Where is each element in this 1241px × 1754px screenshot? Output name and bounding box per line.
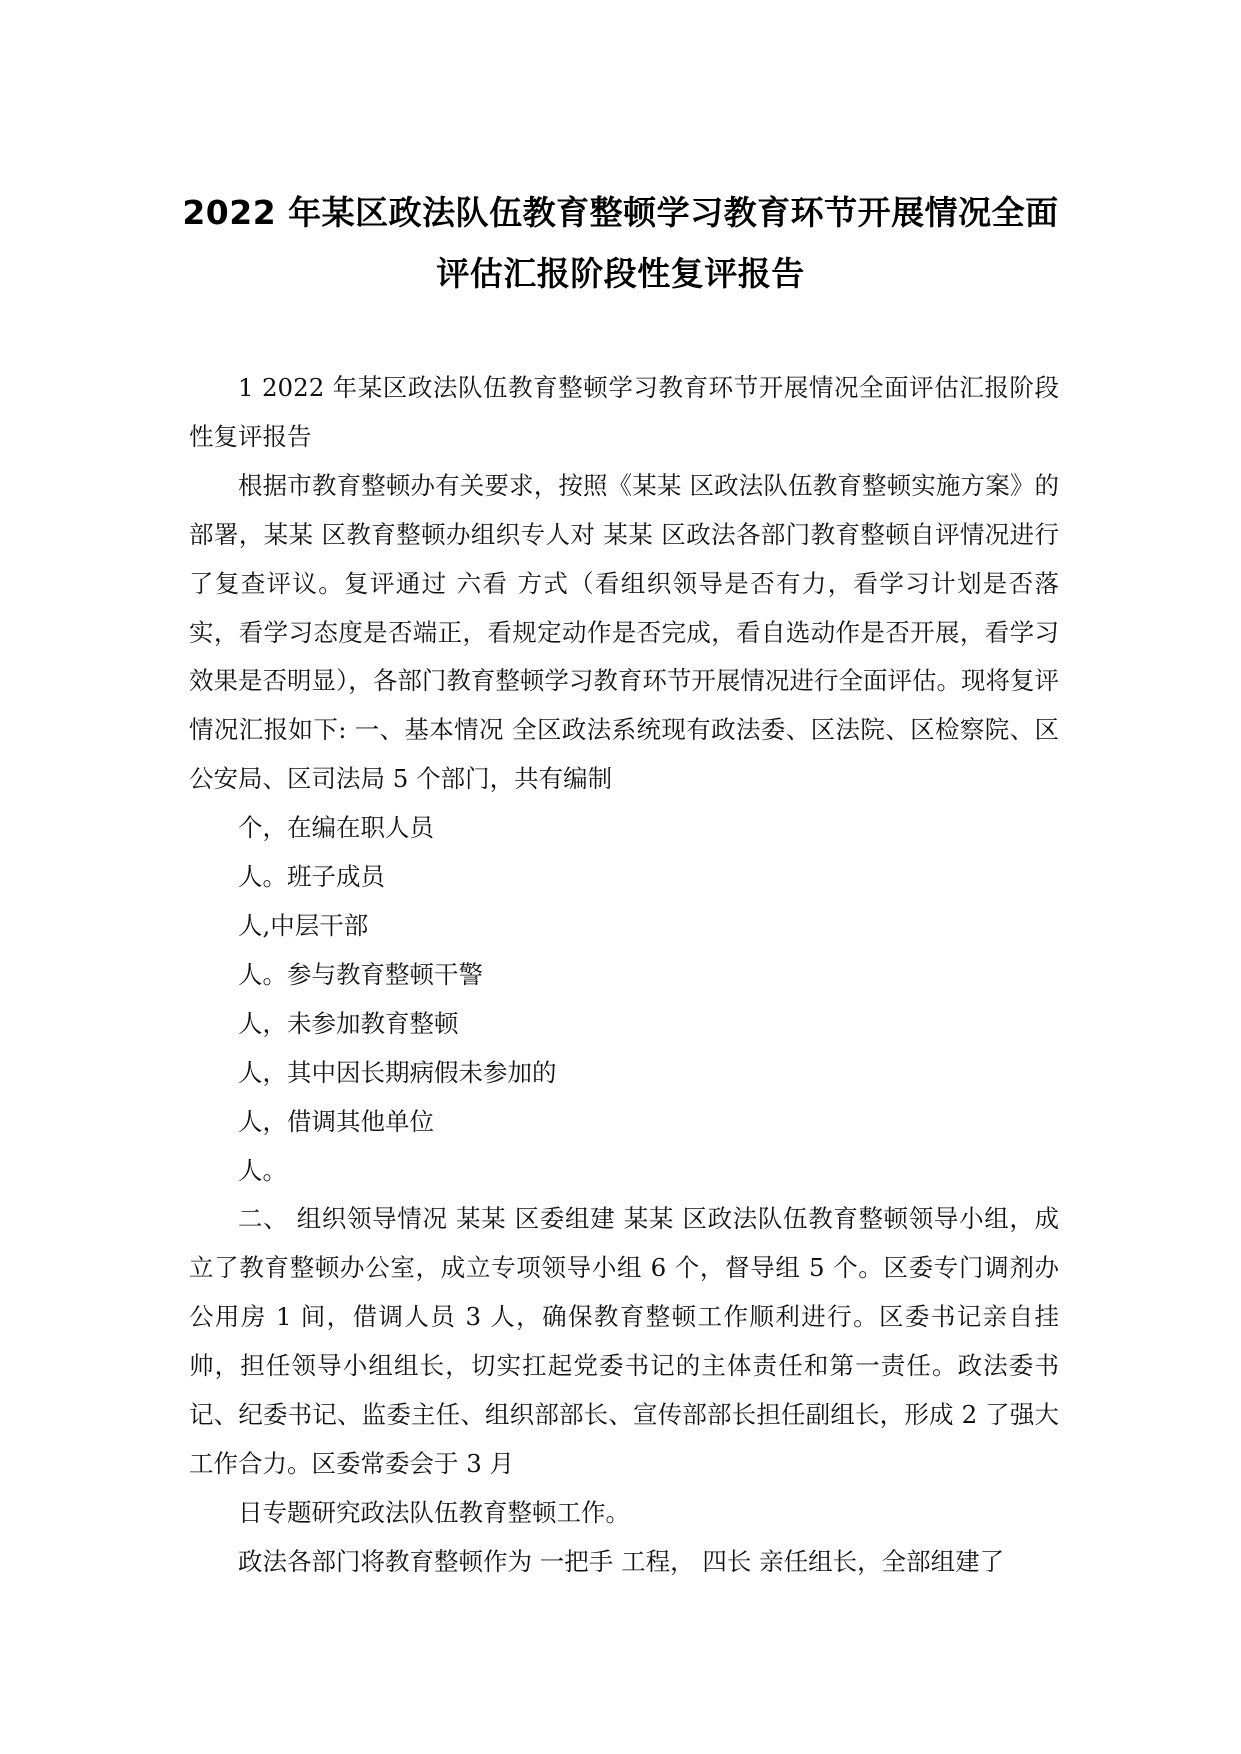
title-line-2: 评估汇报阶段性复评报告: [436, 254, 805, 293]
title-line-1: 2022 年某区政法队伍教育整顿学习教育环节开展情况全面: [182, 193, 1059, 232]
paragraph-staff-line: 人,中层干部: [238, 910, 369, 940]
paragraph-departments: 政法各部门将教育整顿作为 一把手 工程， 四长 亲任组长，全部组建了: [238, 1546, 1005, 1576]
paragraph-heading-repeat: 1 2022 年某区政法队伍教育整顿学习教育环节开展情况全面评估汇报阶段性复评报告: [189, 373, 1059, 451]
paragraph-staff-line: 人，借调其他单位: [238, 1106, 434, 1136]
document-body: [189, 364, 1059, 1587]
paragraph-basic-situation: 根据市教育整顿办有关要求，按照《某某 区政法队伍教育整顿实施方案》的部署，某某 区教育整顿办组织专人对 某某 区政法各部门教育整顿自评情况进行了复查评议。复评通过 六看 方式（看组织领导是否有力，看学习计划是否落实，看学习态度是否端正，看规定动作是否完成，看自选动作是否开展，看学习效果是否明显），各部门教育整顿学习教育环节开展情况进行全面评估。现将复评情况汇报如下: 一、基本情况 全区政法系统现有政法委、区法院、区检察院、区公安局、区司法局 5 个部门，共有编制: [189, 470, 1059, 794]
paragraph-staff-line: 人。: [238, 1155, 287, 1185]
paragraph-organization-leadership: 二、 组织领导情况 某某 区委组建 某某 区政法队伍教育整顿领导小组，成立了教育整顿办公室，成立专项领导小组 6 个，督导组 5 个。区委专门调剂办公用房 1 间，借调人员 3 人，确保教育整顿工作顺利进行。区委书记亲自挂帅，担任领导小组组长，切实扛起党委书记的主体责任和第一责任。政法委书记、纪委书记、监委主任、组织部部长、宣传部部长担任副组长，形成 2 了强大工作合力。区委常委会于 3 月: [189, 1204, 1059, 1478]
paragraph-staff-line: 人，其中因长期病假未参加的: [238, 1057, 557, 1087]
paragraph-staff-line: 人。班子成员: [238, 862, 385, 892]
paragraph-meeting-date: 日专题研究政法队伍教育整顿工作。: [238, 1497, 630, 1527]
paragraph-staff-line: 人。参与教育整顿干警: [238, 959, 483, 989]
paragraph-staff-line: 个，在编在职人员: [238, 813, 434, 843]
document-title: [160, 182, 1081, 304]
paragraph-staff-line: 人，未参加教育整顿: [238, 1008, 459, 1038]
